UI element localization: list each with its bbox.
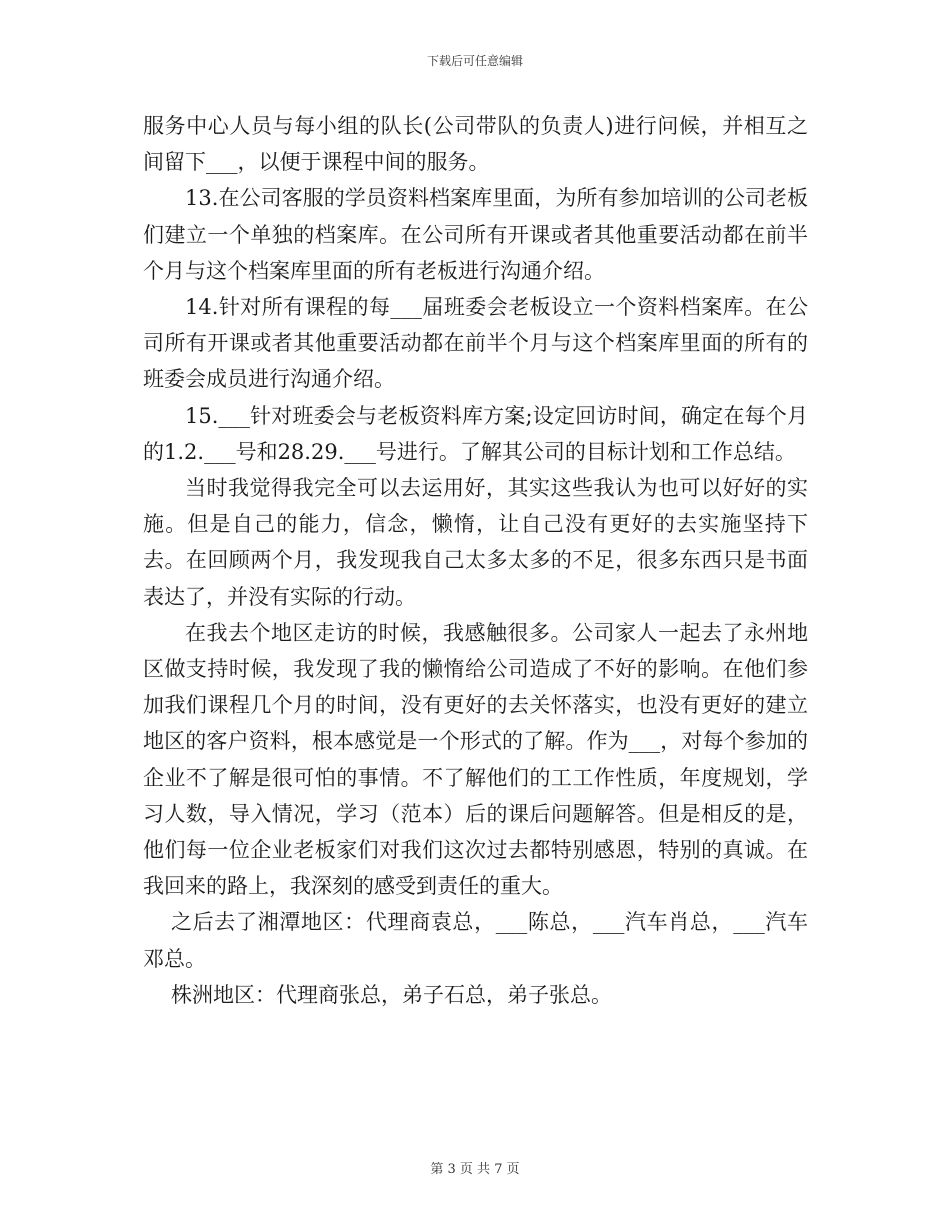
paragraph-reflection: 当时我觉得我完全可以去运用好，其实这些我认为也可以好好的实施。但是自己的能力，信念，懒惰，让自己没有更好的去实施坚持下去。在回顾两个月，我发现我自己太多太多的不足，很多东西只是书面表达了，并没有实际的行动。: [143, 476, 808, 609]
page-header: 下载后可任意编辑: [426, 54, 523, 68]
paragraph-item-15: 15.___针对班委会与老板资料库方案;设定回访时间，确定在每个月的1.2.___号和28.29.___号进行。了解其公司的目标计划和工作总结。: [143, 403, 808, 464]
paragraph-visit-xiangtan: 之后去了湘潭地区：代理商袁总，___陈总，___汽车肖总，___汽车邓总。: [143, 910, 808, 971]
paragraph-item-13: 13.在公司客服的学员资料档案库里面，为所有参加培训的公司老板们建立一个单独的档案库。在公司所有开课或者其他重要活动都在前半个月与这个档案库里面的所有老板进行沟通介绍。: [143, 186, 808, 283]
paragraph-visit-yongzhou: 在我去个地区走访的时候，我感触很多。公司家人一起去了永州地区做支持时候，我发现了我的懒惰给公司造成了不好的影响。在他们参加我们课程几个月的时间，没有更好的去关怀落实，也没有更好的建立地区的客户资料，根本感觉是一个形式的了解。作为___，对每个参加的企业不了解是很可怕的事情。不了解他们的工工作性质，年度规划，学习人数，导入情况，学习（范本）后的课后问题解答。但是相反的是，他们每一位企业老板家们对我们这次过去都特别感恩，特别的真诚。在我回来的路上，我深刻的感受到责任的重大。: [143, 620, 808, 899]
paragraph-item-14: 14.针对所有课程的每___届班委会老板设立一个资料档案库。在公司所有开课或者其他重要活动都在前半个月与这个档案库里面的所有的班委会成员进行沟通介绍。: [143, 295, 808, 392]
document-body: [143, 108, 808, 1013]
paragraph-visit-zhuzhou: 株洲地区：代理商张总，弟子石总，弟子张总。: [171, 982, 612, 1007]
page-footer: 第 3 页 共 7 页: [430, 1162, 520, 1177]
paragraph-continuation: 服务中心人员与每小组的队长(公司带队的负责人)进行问候，并相互之间留下___，以便于课程中间的服务。: [143, 114, 808, 175]
